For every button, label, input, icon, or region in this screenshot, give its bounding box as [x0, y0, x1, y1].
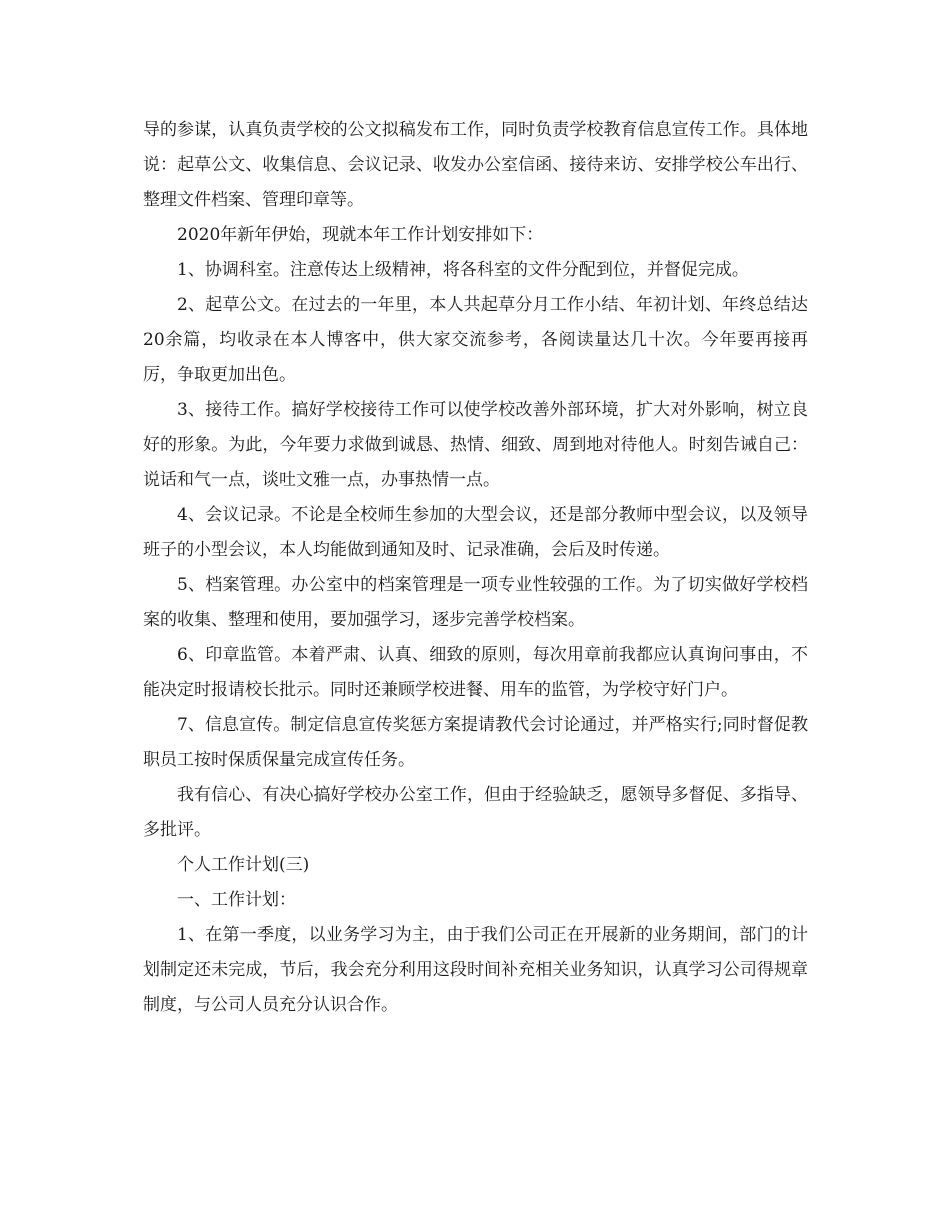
paragraph-plan-intro: 2020年新年伊始，现就本年工作计划安排如下：	[177, 225, 544, 245]
section-heading: 个人工作计划(三)	[177, 855, 310, 875]
paragraph-item-7: 7、信息宣传。制定信息宣传奖惩方案提请教代会讨论通过，并严格实行;同时督促教职员工按时保质保量完成宣传任务。	[143, 715, 808, 770]
paragraph-item-4: 4、会议记录。不论是全校师生参加的大型会议，还是部分教师中型会议，以及领导班子的小型会议，本人均能做到通知及时、记录准确，会后及时传递。	[143, 505, 808, 560]
paragraph-duties-intro: 导的参谋，认真负责学校的公文拟稿发布工作，同时负责学校教育信息宣传工作。具体地说：起草公文、收集信息、会议记录、收发办公室信函、接待来访、安排学校公车出行、整理文件档案、管理印章等。	[143, 120, 808, 210]
paragraph-item-1: 1、协调科室。注意传达上级精神，将各科室的文件分配到位，并督促完成。	[177, 260, 749, 280]
paragraph-item-2: 2、起草公文。在过去的一年里，本人共起草分月工作小结、年初计划、年终总结达20余篇，均收录在本人博客中，供大家交流参考，各阅读量达几十次。今年要再接再厉，争取更加出色。	[143, 295, 808, 385]
document-body	[143, 113, 808, 1023]
paragraph-item-6: 6、印章监管。本着严肃、认真、细致的原则，每次用章前我都应认真询问事由，不能决定时报请校长批示。同时还兼顾学校进餐、用车的监管，为学校守好门户。	[143, 645, 808, 700]
paragraph-item-5: 5、档案管理。办公室中的档案管理是一项专业性较强的工作。为了切实做好学校档案的收集、整理和使用，要加强学习，逐步完善学校档案。	[143, 575, 808, 630]
paragraph-item-3: 3、接待工作。搞好学校接待工作可以使学校改善外部环境，扩大对外影响，树立良好的形象。为此，今年要力求做到诚恳、热情、细致、周到地对待他人。时刻告诫自己：说话和气一点，谈吐文雅一点，办事热情一点。	[143, 400, 808, 490]
subsection-heading: 一、工作计划：	[177, 890, 296, 910]
paragraph-closing: 我有信心、有决心搞好学校办公室工作，但由于经验缺乏，愿领导多督促、多指导、多批评。	[143, 785, 808, 840]
paragraph-q1-plan: 1、在第一季度，以业务学习为主，由于我们公司正在开展新的业务期间，部门的计划制定还未完成，节后，我会充分利用这段时间补充相关业务知识，认真学习公司得规章制度，与公司人员充分认识合作。	[143, 925, 808, 1015]
